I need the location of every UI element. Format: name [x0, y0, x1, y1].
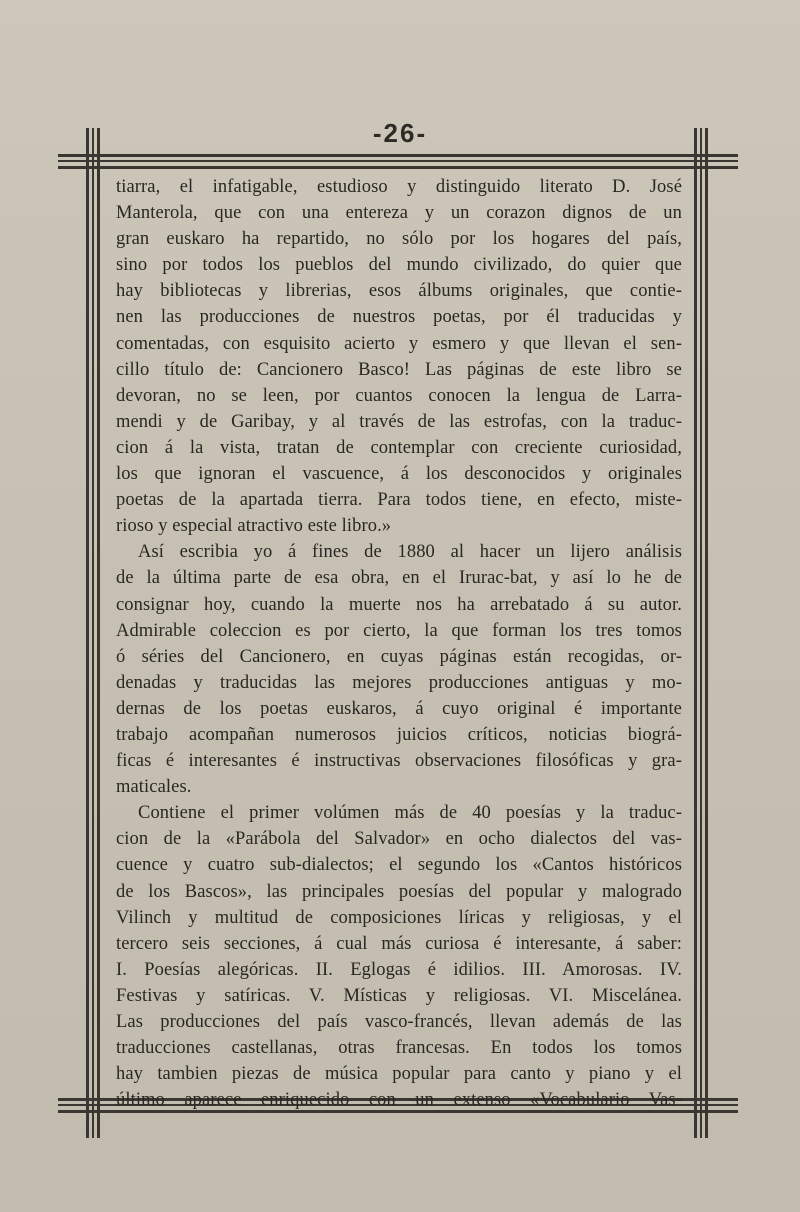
frame-rule-top	[58, 160, 738, 162]
text-line: maticales.	[116, 777, 192, 798]
page-number: -26-	[372, 118, 428, 148]
text-line: Las producciones del país vasco-francés, llevan además de las	[116, 1012, 682, 1032]
frame-rule-top	[58, 166, 738, 169]
body-text	[116, 174, 682, 1113]
text-line: Admirable coleccion es por cierto, la que forman los tres tomos	[116, 620, 682, 641]
text-line: Contiene el primer volúmen más de 40 poesías y la traduc-	[138, 803, 682, 824]
text-line: comentadas, con esquisito acierto y esmero y que llevan el sen-	[116, 333, 682, 354]
text-line: nen las producciones de nuestros poetas, por él traducidas y	[116, 307, 682, 328]
text-line: tiarra, el infatigable, estudioso y distinguido literato D. José	[116, 177, 682, 197]
text-line: hay bibliotecas y librerias, esos álbums originales, que contie-	[116, 281, 682, 302]
text-line: ficas é interesantes é instructivas observaciones filosóficas y gra-	[116, 751, 682, 772]
text-line: I. Poesías alegóricas. II. Eglogas é idilios. III. Amorosas. IV.	[116, 959, 682, 980]
text-line: trabajo acompañan numerosos juicios críticos, noticias biográ-	[116, 724, 682, 745]
text-line: cuence y cuatro sub-dialectos; el segundo los «Cantos históricos	[116, 855, 682, 876]
text-line: Festivas y satíricas. V. Místicas y religiosas. VI. Miscelánea.	[116, 985, 682, 1006]
frame-rule-left	[92, 128, 94, 1138]
frame-rule-right	[694, 128, 697, 1138]
frame-rule-right	[700, 128, 702, 1138]
text-line: Manterola, que con una entereza y un corazon dignos de un	[116, 203, 682, 224]
text-line: Así escribia yo á fines de 1880 al hacer un lijero análisis	[138, 542, 682, 563]
frame-rule-left	[97, 128, 100, 1138]
text-line: ó séries del Cancionero, en cuyas páginas están recogidas, or-	[116, 646, 682, 667]
frame-rule-top	[58, 154, 738, 157]
text-line: último aparece enriquecido con un extenso «Vocabulario Vas-	[116, 1090, 682, 1111]
text-line: cion á la vista, tratan de contemplar con creciente curiosidad,	[116, 437, 682, 458]
text-line: los que ignoran el vascuence, á los desconocidos y originales	[116, 464, 682, 485]
text-line: dernas de los poetas euskaros, á cuyo original é importante	[116, 698, 682, 719]
text-line: sino por todos los pueblos del mundo civilizado, do quier que	[116, 255, 682, 276]
text-line: hay tambien piezas de música popular para canto y piano y el	[116, 1064, 682, 1085]
text-line: de los Bascos», las principales poesías del popular y malogrado	[116, 881, 682, 902]
text-line: Vilinch y multitud de composiciones líricas y religiosas, y el	[116, 907, 682, 928]
frame-rule-right	[705, 128, 708, 1138]
text-line: poetas de la apartada tierra. Para todos tiene, en efecto, miste-	[116, 490, 682, 511]
text-line: cion de la «Parábola del Salvador» en ocho dialectos del vas-	[116, 829, 682, 850]
text-line: cillo título de: Cancionero Basco! Las páginas de este libro se	[116, 359, 682, 380]
text-line: devoran, no se leen, por cuantos conocen la lengua de Larra-	[116, 385, 682, 406]
text-line: denadas y traducidas las mejores producciones antiguas y mo-	[116, 672, 682, 693]
frame-rule-left	[86, 128, 89, 1138]
text-line: de la última parte de esa obra, en el Irurac-bat, y así lo he de	[116, 568, 682, 589]
text-line: tercero seis secciones, á cual más curiosa é interesante, á saber:	[116, 933, 682, 954]
text-line: consignar hoy, cuando la muerte nos ha arrebatado á su autor.	[116, 594, 682, 615]
text-line: traducciones castellanas, otras francesas. En todos los tomos	[116, 1038, 682, 1059]
text-line: rioso y especial atractivo este libro.»	[116, 516, 392, 537]
text-line: mendi y de Garibay, y al través de las estrofas, con la traduc-	[116, 411, 682, 432]
text-line: gran euskaro ha repartido, no sólo por los hogares del país,	[116, 229, 682, 250]
